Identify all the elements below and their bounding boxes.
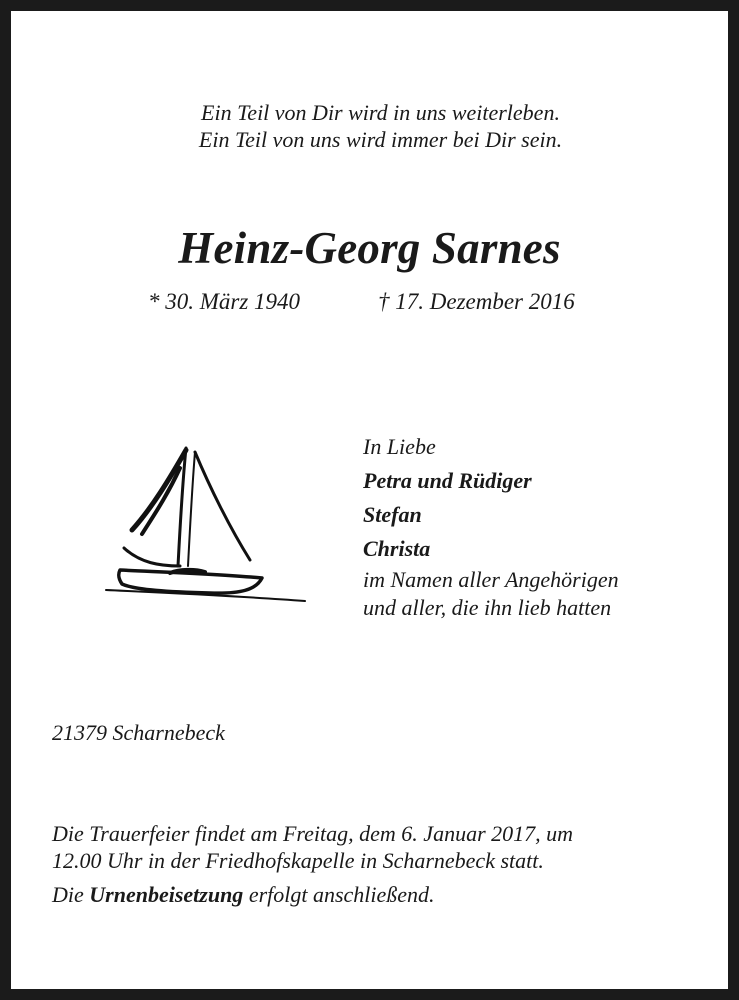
notice-line-3 — [52, 881, 692, 908]
birth-date: * 30. März 1940 — [148, 289, 301, 314]
mourners-closing-1: im Namen aller Angehörigen — [363, 567, 619, 592]
mourners-closing-2: und aller, die ihn lieb hatten — [363, 595, 612, 620]
mourners-block — [363, 430, 619, 622]
address: 21379 Scharnebeck — [52, 720, 225, 745]
mourner-name: Christa — [363, 536, 431, 561]
sailboat-icon — [100, 438, 310, 608]
motto — [11, 99, 739, 153]
motto-line-2: Ein Teil von uns wird immer bei Dir sein. — [198, 127, 563, 152]
notice-line-3-bold: Urnenbeisetzung — [89, 882, 244, 907]
mourner-name: Petra und Rüdiger — [363, 468, 532, 493]
mourners-intro: In Liebe — [363, 434, 436, 459]
motto-line-1: Ein Teil von Dir wird in uns weiterleben. — [201, 100, 560, 125]
notice-line-1: Die Trauerfeier findet am Freitag, dem 6. Januar 2017, um — [52, 821, 574, 846]
notice-line-3-pre: Die — [52, 882, 84, 907]
notice-line-3-post: erfolgt anschließend. — [248, 882, 435, 907]
deceased-name: Heinz-Georg Sarnes — [178, 223, 561, 273]
death-date: † 17. Dezember 2016 — [378, 289, 575, 314]
mourner-name: Stefan — [363, 502, 422, 527]
notice-line-2: 12.00 Uhr in der Friedhofskapelle in Scharnebeck statt. — [52, 848, 544, 873]
funeral-notice — [52, 820, 692, 908]
